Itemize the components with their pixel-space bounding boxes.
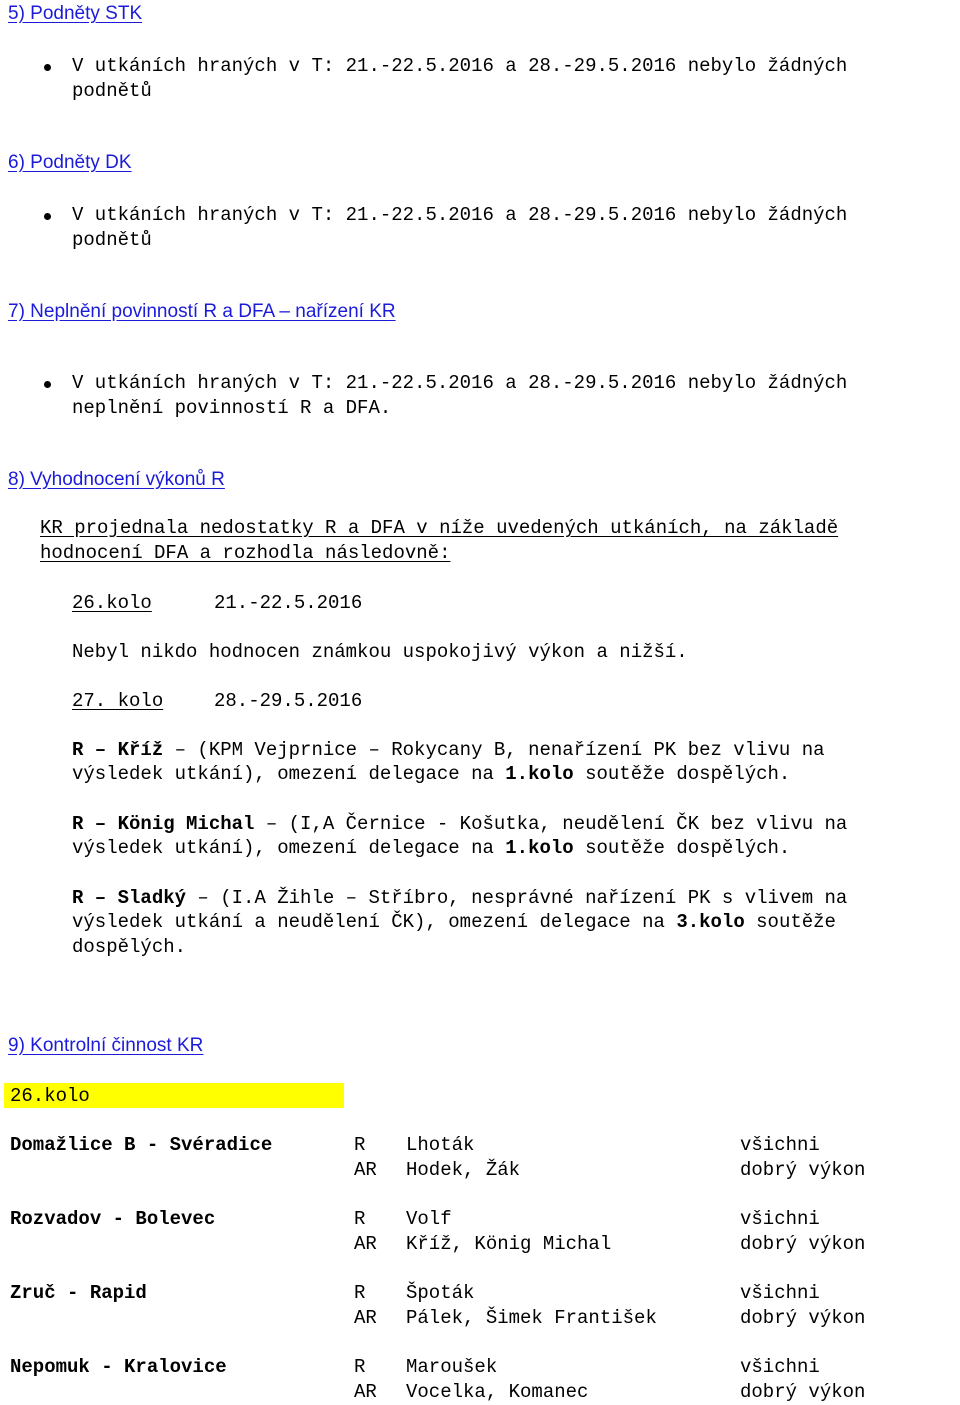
evaluation: dobrý výkon (740, 1233, 866, 1255)
round-26-text: Nebyl nikdo hodnocen známkou uspokojivý výkon a nižší. (72, 641, 688, 663)
bullet-icon (44, 64, 51, 71)
section-5-heading: 5) Podněty STK (8, 3, 143, 24)
match-name: Zruč - Rapid (10, 1282, 147, 1304)
role-label: AR (354, 1307, 377, 1329)
s7-bullet-line2: neplnění povinností R a DFA. (72, 397, 392, 419)
role-label: AR (354, 1159, 377, 1181)
role-label: AR (354, 1233, 377, 1255)
assistant-names: Vocelka, Komanec (406, 1381, 589, 1403)
entry-sladky-line1 (72, 887, 847, 909)
entry-name: R – Sladký (72, 887, 187, 909)
s5-bullet-line2: podnětů (72, 80, 152, 102)
evaluation: dobrý výkon (740, 1307, 866, 1329)
referee-name: Lhoták (406, 1134, 475, 1156)
entry-sladky-line2 (72, 911, 836, 933)
assistant-names: Kříž, König Michal (406, 1233, 612, 1255)
section-7-heading: 7) Neplnění povinností R a DFA – nařízení KR (8, 301, 396, 322)
referee-name: Volf (406, 1208, 452, 1230)
entry-name: R – König Michal (72, 813, 255, 835)
entry-kriz-line2 (72, 763, 790, 785)
entry-text: – (I.A Žihle – Stříbro, nesprávné nařízení PK s vlivem na (186, 887, 848, 909)
control-round-label: 26.kolo (10, 1085, 90, 1107)
role-label: R (354, 1134, 366, 1156)
assistant-names: Pálek, Šimek František (406, 1307, 657, 1329)
bullet-icon (44, 381, 51, 388)
entry-name: R – Kříž (72, 739, 164, 761)
referee-name: Špoták (406, 1282, 475, 1304)
s5-bullet-line1: V utkáních hraných v T: 21.-22.5.2016 a 28.-29.5.2016 nebylo žádných (72, 55, 848, 77)
entry-konig-line1 (72, 813, 847, 835)
match-name: Domažlice B - Svéradice (10, 1134, 273, 1156)
role-label: AR (354, 1381, 377, 1403)
entry-kriz-line1 (72, 739, 825, 761)
section-6-heading: 6) Podněty DK (8, 152, 132, 173)
entry-text: – (I,A Černice - Košutka, neudělení ČK bez vlivu na (254, 813, 848, 835)
entry-text: výsledek utkání), omezení delegace na (72, 763, 506, 785)
entry-text: – (KPM Vejprnice – Rokycany B, nenařízení PK bez vlivu na (163, 739, 825, 761)
entry-sladky-line3: dospělých. (72, 936, 187, 958)
match-name: Rozvadov - Bolevec (10, 1208, 216, 1230)
round-27-date: 28.-29.5.2016 (214, 690, 363, 712)
entry-round: 3.kolo (676, 911, 745, 933)
round-26-label: 26.kolo (72, 592, 152, 614)
s8-intro-line1: KR projednala nedostatky R a DFA v níže uvedených utkáních, na základě (40, 517, 839, 539)
entry-text: soutěže dospělých. (573, 837, 791, 859)
evaluation: všichni (740, 1208, 820, 1230)
entry-round: 1.kolo (505, 763, 574, 785)
role-label: R (354, 1356, 366, 1378)
match-name: Nepomuk - Kralovice (10, 1356, 227, 1378)
entry-text: výsledek utkání a neudělení ČK), omezení delegace na (72, 911, 677, 933)
bullet-icon (44, 213, 51, 220)
evaluation: dobrý výkon (740, 1381, 866, 1403)
s6-bullet-line2: podnětů (72, 229, 152, 251)
s7-bullet-line1: V utkáních hraných v T: 21.-22.5.2016 a 28.-29.5.2016 nebylo žádných (72, 372, 848, 394)
s8-intro-line2: hodnocení DFA a rozhodla následovně: (40, 542, 451, 564)
section-8-heading: 8) Vyhodnocení výkonů R (8, 469, 225, 490)
role-label: R (354, 1282, 366, 1304)
role-label: R (354, 1208, 366, 1230)
evaluation: všichni (740, 1134, 820, 1156)
entry-text: soutěže (744, 911, 836, 933)
evaluation: dobrý výkon (740, 1159, 866, 1181)
evaluation: všichni (740, 1356, 820, 1378)
section-9-heading: 9) Kontrolní činnost KR (8, 1035, 204, 1056)
entry-round: 1.kolo (505, 837, 574, 859)
entry-text: výsledek utkání), omezení delegace na (72, 837, 506, 859)
round-27-label: 27. kolo (72, 690, 164, 712)
evaluation: všichni (740, 1282, 820, 1304)
referee-name: Maroušek (406, 1356, 498, 1378)
assistant-names: Hodek, Žák (406, 1159, 521, 1181)
round-26-date: 21.-22.5.2016 (214, 592, 363, 614)
s6-bullet-line1: V utkáních hraných v T: 21.-22.5.2016 a 28.-29.5.2016 nebylo žádných (72, 204, 848, 226)
entry-text: soutěže dospělých. (573, 763, 791, 785)
entry-konig-line2 (72, 837, 790, 859)
